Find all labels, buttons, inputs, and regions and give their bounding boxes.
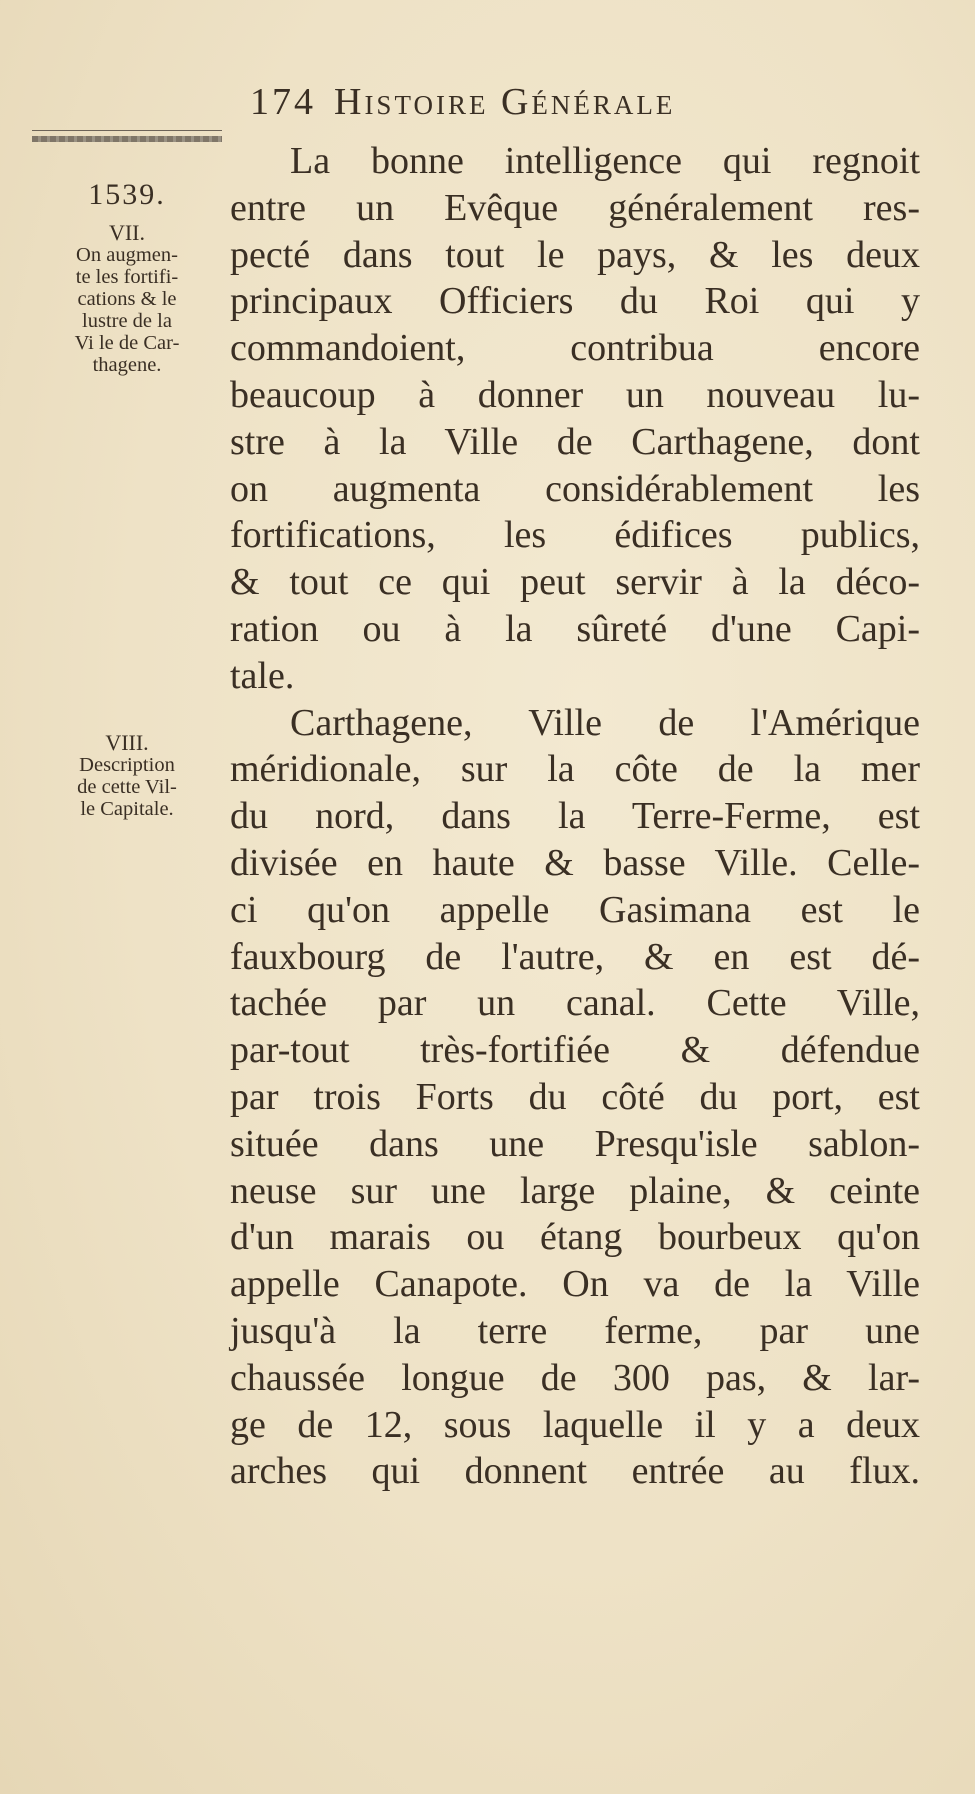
text-line: commandoient, contribua encore <box>230 327 920 370</box>
text-line: par-tout très-fortifiée & défendue <box>230 1029 920 1072</box>
margin-line: de cette Vil- <box>77 776 177 798</box>
text-line: Carthagene, Ville de l'Amérique <box>290 701 920 744</box>
margin-line: lustre de la <box>82 310 172 332</box>
margin-numeral: VIII. <box>105 730 149 755</box>
text-line: tachée par un canal. Cette Ville, <box>230 982 920 1025</box>
paragraph-1 <box>230 138 920 700</box>
text-line: arches qui donnent entrée au flux. <box>230 1450 920 1493</box>
body-text <box>230 138 920 1495</box>
text-line: entre un Evêque généralement res- <box>230 186 920 229</box>
text-line: ge de 12, sous laquelle il y a deux <box>230 1403 920 1446</box>
margin-line: On augmen- <box>76 244 178 266</box>
text-line: & tout ce qui peut servir à la déco- <box>230 561 920 604</box>
margin-line: thagene. <box>92 354 162 376</box>
text-line: ci qu'on appelle Gasimana est le <box>230 888 920 931</box>
margin-year: 1539. <box>88 178 166 211</box>
margin-line: Description <box>79 754 175 776</box>
text-line: d'un marais ou étang bourbeux qu'on <box>230 1216 920 1259</box>
text-line: stre à la Ville de Carthagene, dont <box>230 420 920 463</box>
margin-line: le Capitale. <box>80 798 174 820</box>
margin-line: cations & le <box>77 288 177 310</box>
text-line: jusqu'à la terre ferme, par une <box>230 1309 920 1352</box>
text-line: du nord, dans la Terre-Ferme, est <box>230 795 920 838</box>
text-line: ration ou à la sûreté d'une Capi- <box>230 607 920 650</box>
text-line: neuse sur une large plaine, & ceinte <box>230 1169 920 1212</box>
text-line: tale. <box>230 654 295 697</box>
text-line: par trois Forts du côté du port, est <box>230 1075 920 1118</box>
text-line: on augmenta considérablement les <box>230 467 920 510</box>
text-line: chaussée longue de 300 pas, & lar- <box>230 1356 920 1399</box>
running-title: Histoire Générale <box>334 81 676 123</box>
running-header <box>250 80 675 124</box>
text-line: La bonne intelligence qui regnoit <box>290 140 920 182</box>
margin-note-vii <box>32 222 222 376</box>
text-line: située dans une Presqu'isle sablon- <box>230 1122 920 1165</box>
text-line: fortifications, les édifices publics, <box>230 514 920 557</box>
margin-line: Vi le de Car- <box>74 332 180 354</box>
page-number: 174 <box>250 81 316 123</box>
text-line: principaux Officiers du Roi qui y <box>230 280 920 323</box>
ornamental-rule <box>32 136 222 142</box>
margin-note-viii <box>32 732 222 820</box>
margin-line: te les fortifi- <box>75 266 179 288</box>
text-line: méridionale, sur la côte de la mer <box>230 748 920 791</box>
header-rule <box>32 130 222 131</box>
margin-numeral: VII. <box>108 220 146 245</box>
text-line: fauxbourg de l'autre, & en est dé- <box>230 935 920 978</box>
text-line: appelle Canapote. On va de la Ville <box>230 1263 920 1306</box>
text-line: pecté dans tout le pays, & les deux <box>230 233 920 276</box>
paragraph-2 <box>230 700 920 1496</box>
text-line: divisée en haute & basse Ville. Celle- <box>230 841 920 884</box>
text-line: beaucoup à donner un nouveau lu- <box>230 373 920 416</box>
